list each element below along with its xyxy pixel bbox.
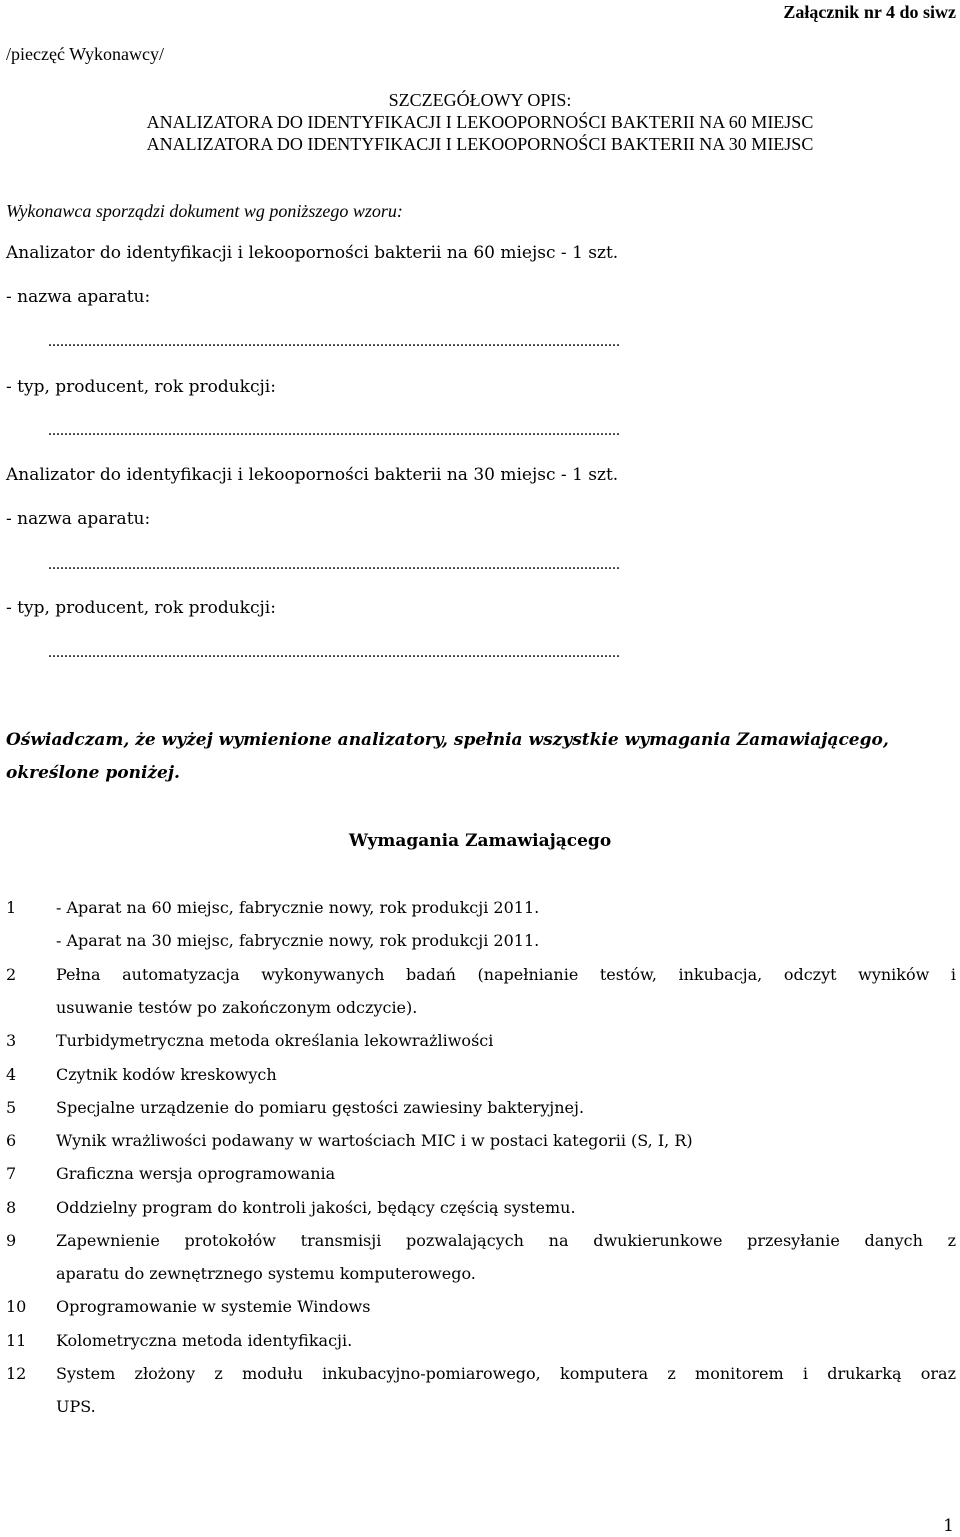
requirement-text: Oddzielny program do kontroli jakości, będący częścią systemu.	[56, 1198, 576, 1217]
requirement-text: System złożony z modułu inkubacyjno-pomiarowego, komputera z monitorem i drukarką oraz	[56, 1364, 956, 1383]
section-30-type-label: - typ, producent, rok produkcji:	[6, 598, 276, 618]
section-60-heading: Analizator do identyfikacji i lekooporności bakterii na 60 miejsc - 1 szt.	[6, 243, 619, 263]
section-30-type-dots: ...............................................................................................................................................	[48, 644, 620, 661]
page-number: 1	[943, 1516, 954, 1536]
requirement-text: Turbidymetryczna metoda określania lekowrażliwości	[56, 1031, 494, 1050]
section-60-name-label: - nazwa aparatu:	[6, 287, 151, 307]
requirement-number: 5	[6, 1098, 17, 1117]
section-60-name-dots: ...............................................................................................................................................	[48, 333, 620, 350]
section-60-type-label: - typ, producent, rok produkcji:	[6, 377, 276, 397]
requirement-number: 11	[6, 1331, 27, 1350]
requirement-number: 6	[6, 1131, 17, 1150]
section-30-heading: Analizator do identyfikacji i lekooporności bakterii na 30 miejsc - 1 szt.	[6, 465, 619, 485]
requirement-number: 2	[6, 965, 17, 984]
requirement-text: Pełna automatyzacja wykonywanych badań (napełnianie testów, inkubacja, odczyt wyników i	[56, 965, 956, 984]
title-line-3: ANALIZATORA DO IDENTYFIKACJI I LEKOOPORNOŚCI BAKTERII NA 30 MIEJSC	[146, 134, 814, 154]
requirement-number: 7	[6, 1164, 17, 1183]
requirement-text: Wynik wrażliwości podawany w wartościach MIC i w postaci kategorii (S, I, R)	[56, 1131, 693, 1150]
requirement-text: usuwanie testów po zakończonym odczycie).	[56, 998, 418, 1017]
requirement-number: 8	[6, 1198, 17, 1217]
title-line-1: SZCZEGÓŁOWY OPIS:	[388, 90, 572, 110]
section-30-name-dots: ...............................................................................................................................................	[48, 556, 620, 573]
requirement-number: 9	[6, 1231, 17, 1250]
requirement-text: Oprogramowanie w systemie Windows	[56, 1297, 371, 1316]
attachment-label: Załącznik nr 4 do siwz	[783, 2, 956, 22]
requirement-text: UPS.	[56, 1397, 96, 1416]
requirement-text: - Aparat na 30 miejsc, fabrycznie nowy, rok produkcji 2011.	[56, 931, 540, 950]
requirement-text: Czytnik kodów kreskowych	[56, 1065, 277, 1084]
requirement-text: Specjalne urządzenie do pomiaru gęstości zawiesiny bakteryjnej.	[56, 1098, 585, 1117]
requirement-text: Kolometryczna metoda identyfikacji.	[56, 1331, 353, 1350]
requirement-text: aparatu do zewnętrznego systemu komputerowego.	[56, 1264, 476, 1283]
requirement-text: Graficzna wersja oprogramowania	[56, 1164, 336, 1183]
requirement-text: Zapewnienie protokołów transmisji pozwalających na dwukierunkowe przesyłanie danych z	[56, 1231, 956, 1250]
section-30-name-label: - nazwa aparatu:	[6, 509, 151, 529]
requirement-number: 10	[6, 1297, 27, 1316]
section-60-type-dots: ...............................................................................................................................................	[48, 422, 620, 439]
requirement-number: 3	[6, 1031, 17, 1050]
intro-text: Wykonawca sporządzi dokument wg poniższego wzoru:	[6, 201, 403, 221]
requirement-number: 1	[6, 898, 17, 917]
requirement-number: 4	[6, 1065, 17, 1084]
statement-line-2: określone poniżej.	[6, 763, 180, 783]
statement-line-1: Oświadczam, że wyżej wymienione analizatory, spełnia wszystkie wymagania Zamawiającego,	[6, 730, 889, 750]
requirement-number: 12	[6, 1364, 27, 1383]
title-line-2: ANALIZATORA DO IDENTYFIKACJI I LEKOOPORNOŚCI BAKTERII NA 60 MIEJSC	[146, 112, 814, 132]
contractor-stamp-label: /pieczęć Wykonawcy/	[6, 44, 165, 64]
requirements-title: Wymagania Zamawiającego	[348, 831, 612, 851]
requirement-text: - Aparat na 60 miejsc, fabrycznie nowy, rok produkcji 2011.	[56, 898, 540, 917]
